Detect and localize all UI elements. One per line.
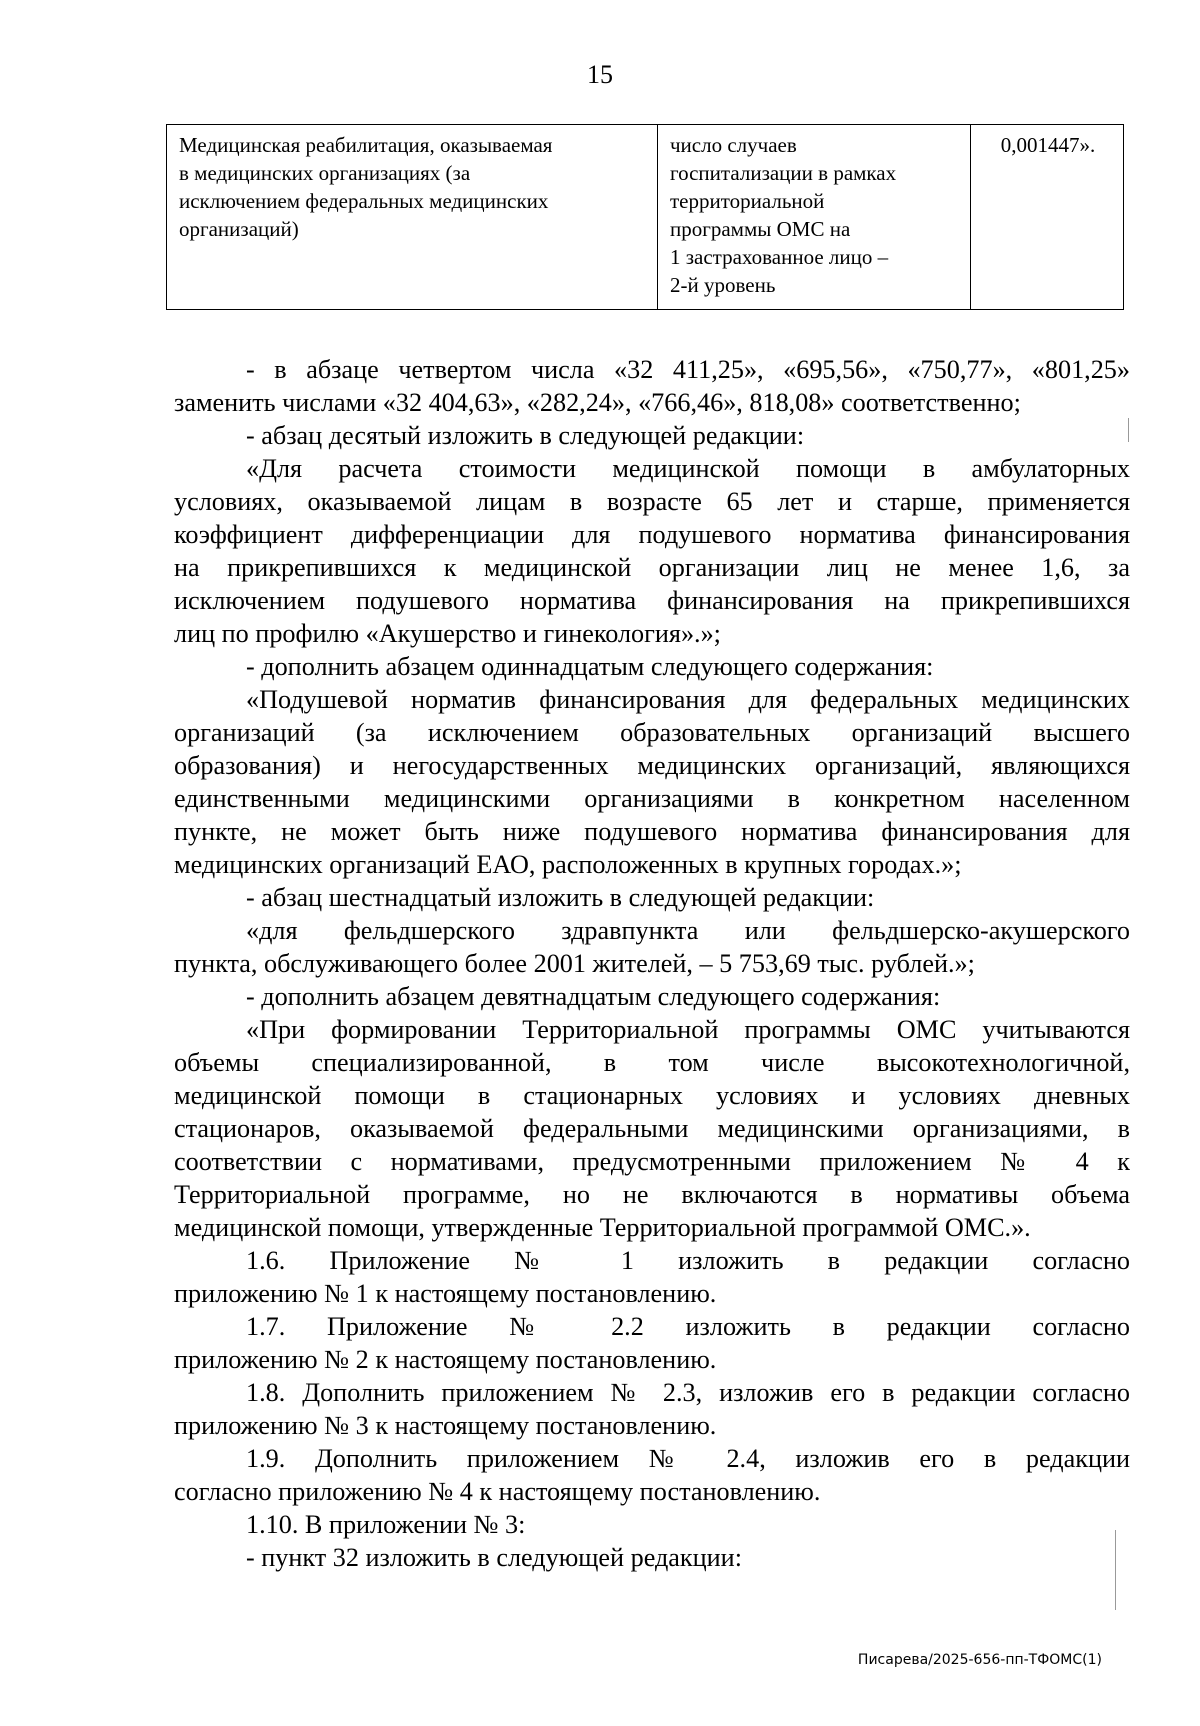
text-line: «При формировании Территориальной программы ОМС учитываются [246, 1015, 1130, 1044]
table-row [167, 125, 1124, 310]
page-number: 15 [587, 60, 613, 89]
document-footer: Писарева/2025-656-пп-ТФОМС(1) [857, 1652, 1102, 1668]
text-line: на прикрепившихся к медицинской организации лиц не менее 1,6, за [174, 553, 1130, 582]
cell-line: госпитализации в рамках [670, 161, 897, 185]
text-line: медицинской помощи в стационарных условиях и условиях дневных [174, 1081, 1130, 1110]
text-line: пункта, обслуживающего более 2001 жителей, – 5 753,69 тыс. рублей.»; [174, 949, 975, 978]
text-line: 1.9. Дополнить приложением № 2.4, изложив его в редакции [246, 1444, 1130, 1473]
text-line: 1.10. В приложении № 3: [246, 1510, 526, 1539]
text-line: образования) и негосударственных медицинских организаций, являющихся [174, 751, 1130, 780]
cell-line: исключением федеральных медицинских [179, 189, 549, 213]
scan-artifact [1128, 418, 1129, 442]
text-line: приложению № 3 к настоящему постановлению. [174, 1411, 717, 1440]
cell-line: 2-й уровень [670, 273, 776, 297]
text-line: «для фельдшерского здравпункта или фельдшерско-акушерского [246, 916, 1130, 945]
cell-line: в медицинских организациях (за [179, 161, 471, 185]
cell-line: программы ОМС на [670, 217, 851, 241]
text-line: согласно приложению № 4 к настоящему постановлению. [174, 1477, 821, 1506]
text-line: 1.6. Приложение № 1 изложить в редакции согласно [246, 1246, 1130, 1275]
text-line: приложению № 1 к настоящему постановлению. [174, 1279, 717, 1308]
cell-line: число случаев [670, 133, 797, 157]
table-cell-service [167, 125, 658, 310]
text-line: - в абзаце четвертом числа «32 411,25», «695,56», «750,77», «801,25» [246, 355, 1130, 384]
text-line: Территориальной программе, но не включаются в нормативы объема [174, 1180, 1130, 1209]
text-line: медицинских организаций ЕАО, расположенных в крупных городах.»; [174, 850, 962, 879]
document-body [174, 353, 1130, 1574]
text-line: лиц по профилю «Акушерство и гинекология».»; [174, 619, 721, 648]
text-line: - дополнить абзацем одиннадцатым следующего содержания: [246, 652, 934, 681]
text-line: заменить числами «32 404,63», «282,24», «766,46», 818,08» соответственно; [174, 388, 1021, 417]
text-line: медицинской помощи, утвержденные Территориальной программой ОМС.». [174, 1213, 1031, 1242]
text-line: - абзац шестнадцатый изложить в следующей редакции: [246, 883, 875, 912]
text-line: условиях, оказываемой лицам в возрасте 65 лет и старше, применяется [174, 487, 1130, 516]
text-line: 1.7. Приложение № 2.2 изложить в редакции согласно [246, 1312, 1130, 1341]
cell-line: организаций) [179, 217, 299, 241]
text-line: приложению № 2 к настоящему постановлению. [174, 1345, 717, 1374]
text-line: организаций (за исключением образовательных организаций высшего [174, 718, 1130, 747]
table-cell-unit [658, 125, 971, 310]
text-line: исключением подушевого норматива финансирования на прикрепившихся [174, 586, 1130, 615]
text-line: - абзац десятый изложить в следующей редакции: [246, 421, 805, 450]
table-cell-value: 0,001447». [971, 125, 1124, 310]
text-line: - пункт 32 изложить в следующей редакции: [246, 1543, 742, 1572]
cell-line: территориальной [670, 189, 825, 213]
text-line: стационаров, оказываемой федеральными медицинскими организациями, в [174, 1114, 1130, 1143]
text-line: единственными медицинскими организациями в конкретном населенном [174, 784, 1130, 813]
cell-line: 1 застрахованное лицо – [670, 245, 889, 269]
cell-line: Медицинская реабилитация, оказываемая [179, 133, 553, 157]
text-line: «Для расчета стоимости медицинской помощи в амбулаторных [246, 454, 1130, 483]
scan-artifact [1115, 1530, 1116, 1610]
text-line: «Подушевой норматив финансирования для федеральных медицинских [246, 685, 1130, 714]
text-line: объемы специализированной, в том числе высокотехнологичной, [174, 1048, 1130, 1077]
text-line: 1.8. Дополнить приложением № 2.3, изложив его в редакции согласно [246, 1378, 1130, 1407]
text-line: соответствии с нормативами, предусмотренными приложением № 4 к [174, 1147, 1130, 1176]
norms-table [166, 124, 1124, 310]
text-line: коэффициент дифференциации для подушевого норматива финансирования [174, 520, 1130, 549]
text-line: - дополнить абзацем девятнадцатым следующего содержания: [246, 982, 941, 1011]
text-line: пункте, не может быть ниже подушевого норматива финансирования для [174, 817, 1130, 846]
